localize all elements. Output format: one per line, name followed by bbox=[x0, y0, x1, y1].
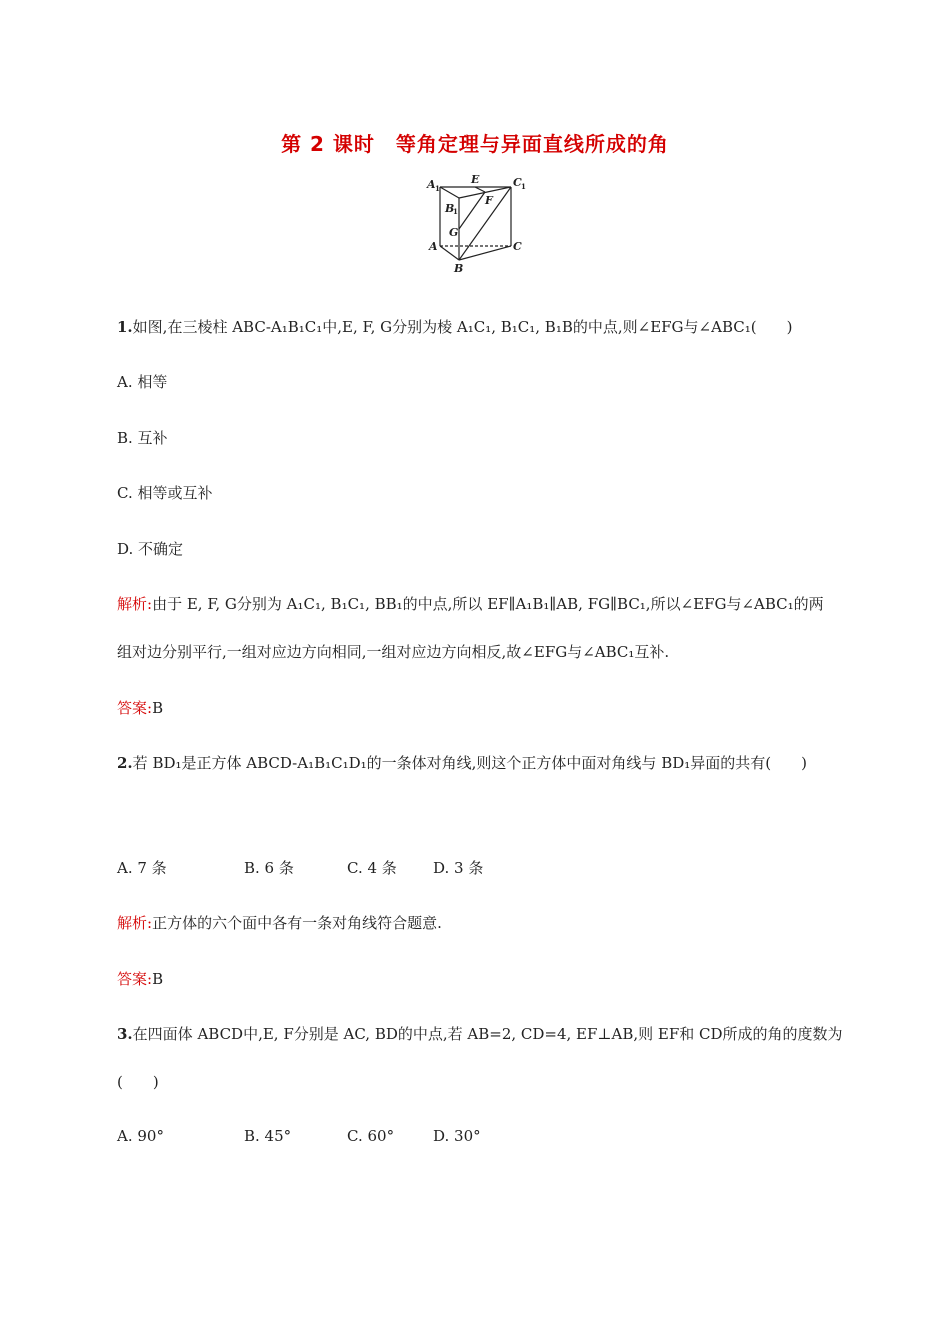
label-a1: A bbox=[427, 178, 436, 191]
svg-text:1: 1 bbox=[521, 182, 526, 191]
q2-analysis bbox=[117, 912, 442, 933]
label-b1: B bbox=[445, 202, 455, 215]
label-g: G bbox=[449, 226, 459, 239]
q1-option-a: A. 相等 bbox=[117, 373, 168, 391]
q2-stem-row bbox=[117, 752, 807, 773]
q3-option-a: A. 90° bbox=[117, 1127, 164, 1145]
page-title: 第 2 课时 等角定理与异面直线所成的角 bbox=[281, 132, 669, 156]
label-f: F bbox=[485, 194, 493, 207]
q1-analysis-label: 解析: bbox=[117, 595, 153, 613]
label-e: E bbox=[471, 173, 480, 186]
q3-option-c: C. 60° bbox=[347, 1127, 395, 1145]
q1-stem: 如图,在三棱柱 ABC-A₁B₁C₁中,E, F, G分别为棱 A₁C₁, B₁C₁, B₁B的中点,则∠EFG与∠ABC₁( ) bbox=[132, 318, 793, 336]
q2-analysis-label: 解析: bbox=[117, 914, 153, 932]
q1-stem-row bbox=[117, 316, 792, 337]
q3-stem-row bbox=[117, 1023, 843, 1044]
q1-analysis-line2: 组对边分别平行,一组对应边方向相同,一组对应边方向相反,故∠EFG与∠ABC₁互补. bbox=[117, 643, 670, 661]
q2-option-c: C. 4 条 bbox=[347, 859, 397, 877]
segment-ef bbox=[475, 187, 485, 192]
label-b: B bbox=[454, 262, 464, 275]
q1-number: 1. bbox=[117, 318, 133, 336]
q3-number: 3. bbox=[117, 1025, 133, 1043]
label-c1: C bbox=[513, 176, 522, 189]
label-a: A bbox=[429, 240, 438, 253]
q1-analysis-line1: 由于 E, F, G分别为 A₁C₁, B₁C₁, BB₁的中点,所以 EF∥A₁B₁∥AB, FG∥BC₁,所以∠EFG与∠ABC₁的两 bbox=[152, 595, 824, 613]
q1-answer bbox=[117, 697, 163, 718]
q1-option-c: C. 相等或互补 bbox=[117, 484, 213, 502]
q1-option-b: B. 互补 bbox=[117, 429, 168, 447]
q2-option-a: A. 7 条 bbox=[117, 859, 167, 877]
q2-answer bbox=[117, 968, 163, 989]
q2-number: 2. bbox=[117, 754, 133, 772]
edge-a1b1 bbox=[440, 187, 459, 198]
q2-answer-label: 答案: bbox=[117, 970, 153, 988]
q3-option-b: B. 45° bbox=[244, 1127, 292, 1145]
edge-ab bbox=[440, 246, 459, 260]
q1-option-d: D. 不确定 bbox=[117, 540, 184, 558]
q1-analysis bbox=[117, 593, 824, 614]
q2-answer-value: B bbox=[152, 970, 164, 988]
q2-option-d: D. 3 条 bbox=[433, 859, 484, 877]
q1-answer-label: 答案: bbox=[117, 699, 153, 717]
svg-text:1: 1 bbox=[453, 207, 458, 216]
svg-text:1: 1 bbox=[435, 184, 440, 193]
q2-option-b: B. 6 条 bbox=[244, 859, 294, 877]
label-c: C bbox=[513, 240, 522, 253]
q3-option-d: D. 30° bbox=[433, 1127, 481, 1145]
q1-answer-value: B bbox=[152, 699, 164, 717]
q3-stem-cont: ( ) bbox=[117, 1073, 159, 1091]
q3-stem: 在四面体 ABCD中,E, F分别是 AC, BD的中点,若 AB=2, CD=4, EF⊥AB,则 EF和 CD所成的角的度数为 bbox=[132, 1025, 843, 1043]
q2-analysis-text: 正方体的六个面中各有一条对角线符合题意. bbox=[152, 914, 442, 932]
prism-figure bbox=[418, 172, 530, 278]
q2-stem: 若 BD₁是正方体 ABCD-A₁B₁C₁D₁的一条体对角线,则这个正方体中面对角线与 BD₁异面的共有( ) bbox=[132, 754, 807, 772]
